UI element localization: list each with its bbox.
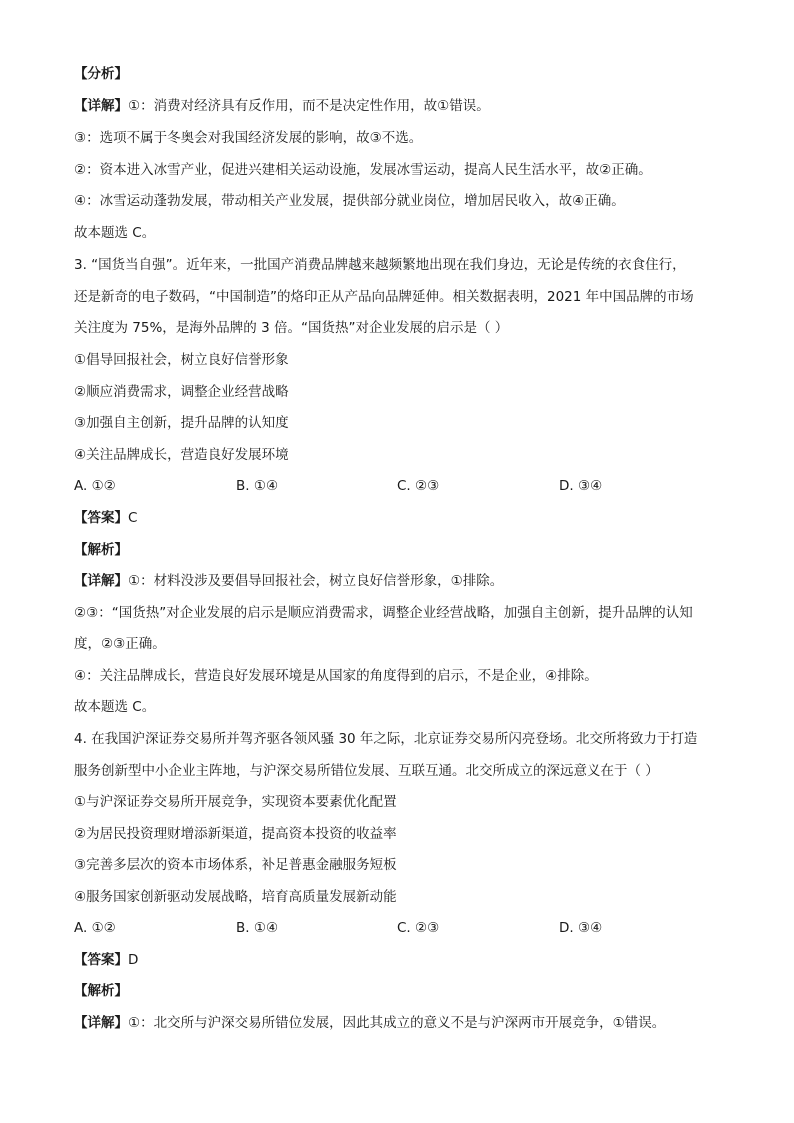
detail-line: 度，②③正确。 — [74, 636, 166, 652]
answer-value: D — [128, 952, 139, 968]
detail-line: ②③：“国货热”对企业发展的启示是顺应消费需求，调整企业经营战略，加强自主创新，提升品牌的认知 — [74, 605, 693, 621]
answer-line — [74, 508, 137, 528]
detail-tag: 【详解】 — [74, 573, 128, 589]
analysis-heading: 【分析】 — [74, 66, 128, 82]
statement-item: ④关注品牌成长，营造良好发展环境 — [74, 447, 289, 463]
statement-item: ①与沪深证券交易所开展竞争，实现资本要素优化配置 — [74, 794, 397, 810]
option-a: A. ①② — [74, 478, 116, 494]
conclusion: 故本题选 C。 — [74, 699, 156, 715]
conclusion: 故本题选 C。 — [74, 225, 156, 241]
answer-line — [74, 950, 138, 970]
detail-line — [74, 1013, 665, 1033]
option-b: B. ①④ — [236, 920, 279, 936]
statement-item: ④服务国家创新驱动发展战略，培育高质量发展新动能 — [74, 889, 397, 905]
statement-item: ③加强自主创新，提升品牌的认知度 — [74, 415, 289, 431]
answer-tag: 【答案】 — [74, 952, 128, 968]
detail-line: ③：选项不属于冬奥会对我国经济发展的影响，故③不选。 — [74, 130, 423, 146]
detail-tag: 【详解】 — [74, 98, 128, 114]
detail-line — [74, 96, 490, 116]
statement-item: ①倡导回报社会，树立良好信誉形象 — [74, 352, 289, 368]
question-stem: 4. 在我国沪深证券交易所并驾齐驱各领风骚 30 年之际，北京证券交易所闪亮登场。北交所将致力于打造 — [74, 731, 698, 747]
statement-item: ②顺应消费需求，调整企业经营战略 — [74, 384, 289, 400]
option-c: C. ②③ — [397, 920, 440, 936]
option-d: D. ③④ — [559, 920, 603, 936]
question-stem: 服务创新型中小企业主阵地，与沪深交易所错位发展、互联互通。北交所成立的深远意义在于（ ） — [74, 763, 659, 779]
detail-line: ④：冰雪运动蓬勃发展，带动相关产业发展，提供部分就业岗位，增加居民收入，故④正确。 — [74, 193, 625, 209]
detail-tag: 【详解】 — [74, 1015, 128, 1031]
option-a: A. ①② — [74, 920, 116, 936]
detail-line: ④：关注品牌成长，营造良好发展环境是从国家的角度得到的启示，不是企业，④排除。 — [74, 668, 598, 684]
option-b: B. ①④ — [236, 478, 279, 494]
answer-value: C — [128, 510, 138, 526]
statement-item: ③完善多层次的资本市场体系，补足普惠金融服务短板 — [74, 857, 397, 873]
detail-text: ①：北交所与沪深交易所错位发展，因此其成立的意义不是与沪深两市开展竞争，①错误。 — [128, 1015, 666, 1031]
answer-tag: 【答案】 — [74, 510, 128, 526]
statement-item: ②为居民投资理财增添新渠道，提高资本投资的收益率 — [74, 826, 397, 842]
question-stem: 3. “国货当自强”。近年来，一批国产消费品牌越来越频繁地出现在我们身边，无论是传统的衣食住行， — [74, 257, 686, 273]
detail-line — [74, 571, 503, 591]
question-stem: 关注度为 75%，是海外品牌的 3 倍。“国货热”对企业发展的启示是（ ） — [74, 320, 509, 336]
detail-text: ①：消费对经济具有反作用，而不是决定性作用，故①错误。 — [128, 98, 490, 114]
question-stem: 还是新奇的电子数码，“中国制造”的烙印正从产品向品牌延伸。相关数据表明，2021 年中国品牌的市场 — [74, 289, 694, 305]
detail-line: ②：资本进入冰雪产业，促进兴建相关运动设施，发展冰雪运动，提高人民生活水平，故②正确。 — [74, 162, 652, 178]
option-d: D. ③④ — [559, 478, 603, 494]
option-c: C. ②③ — [397, 478, 440, 494]
explanation-heading: 【解析】 — [74, 983, 128, 999]
detail-text: ①：材料没涉及要倡导回报社会，树立良好信誉形象，①排除。 — [128, 573, 504, 589]
explanation-heading: 【解析】 — [74, 542, 128, 558]
